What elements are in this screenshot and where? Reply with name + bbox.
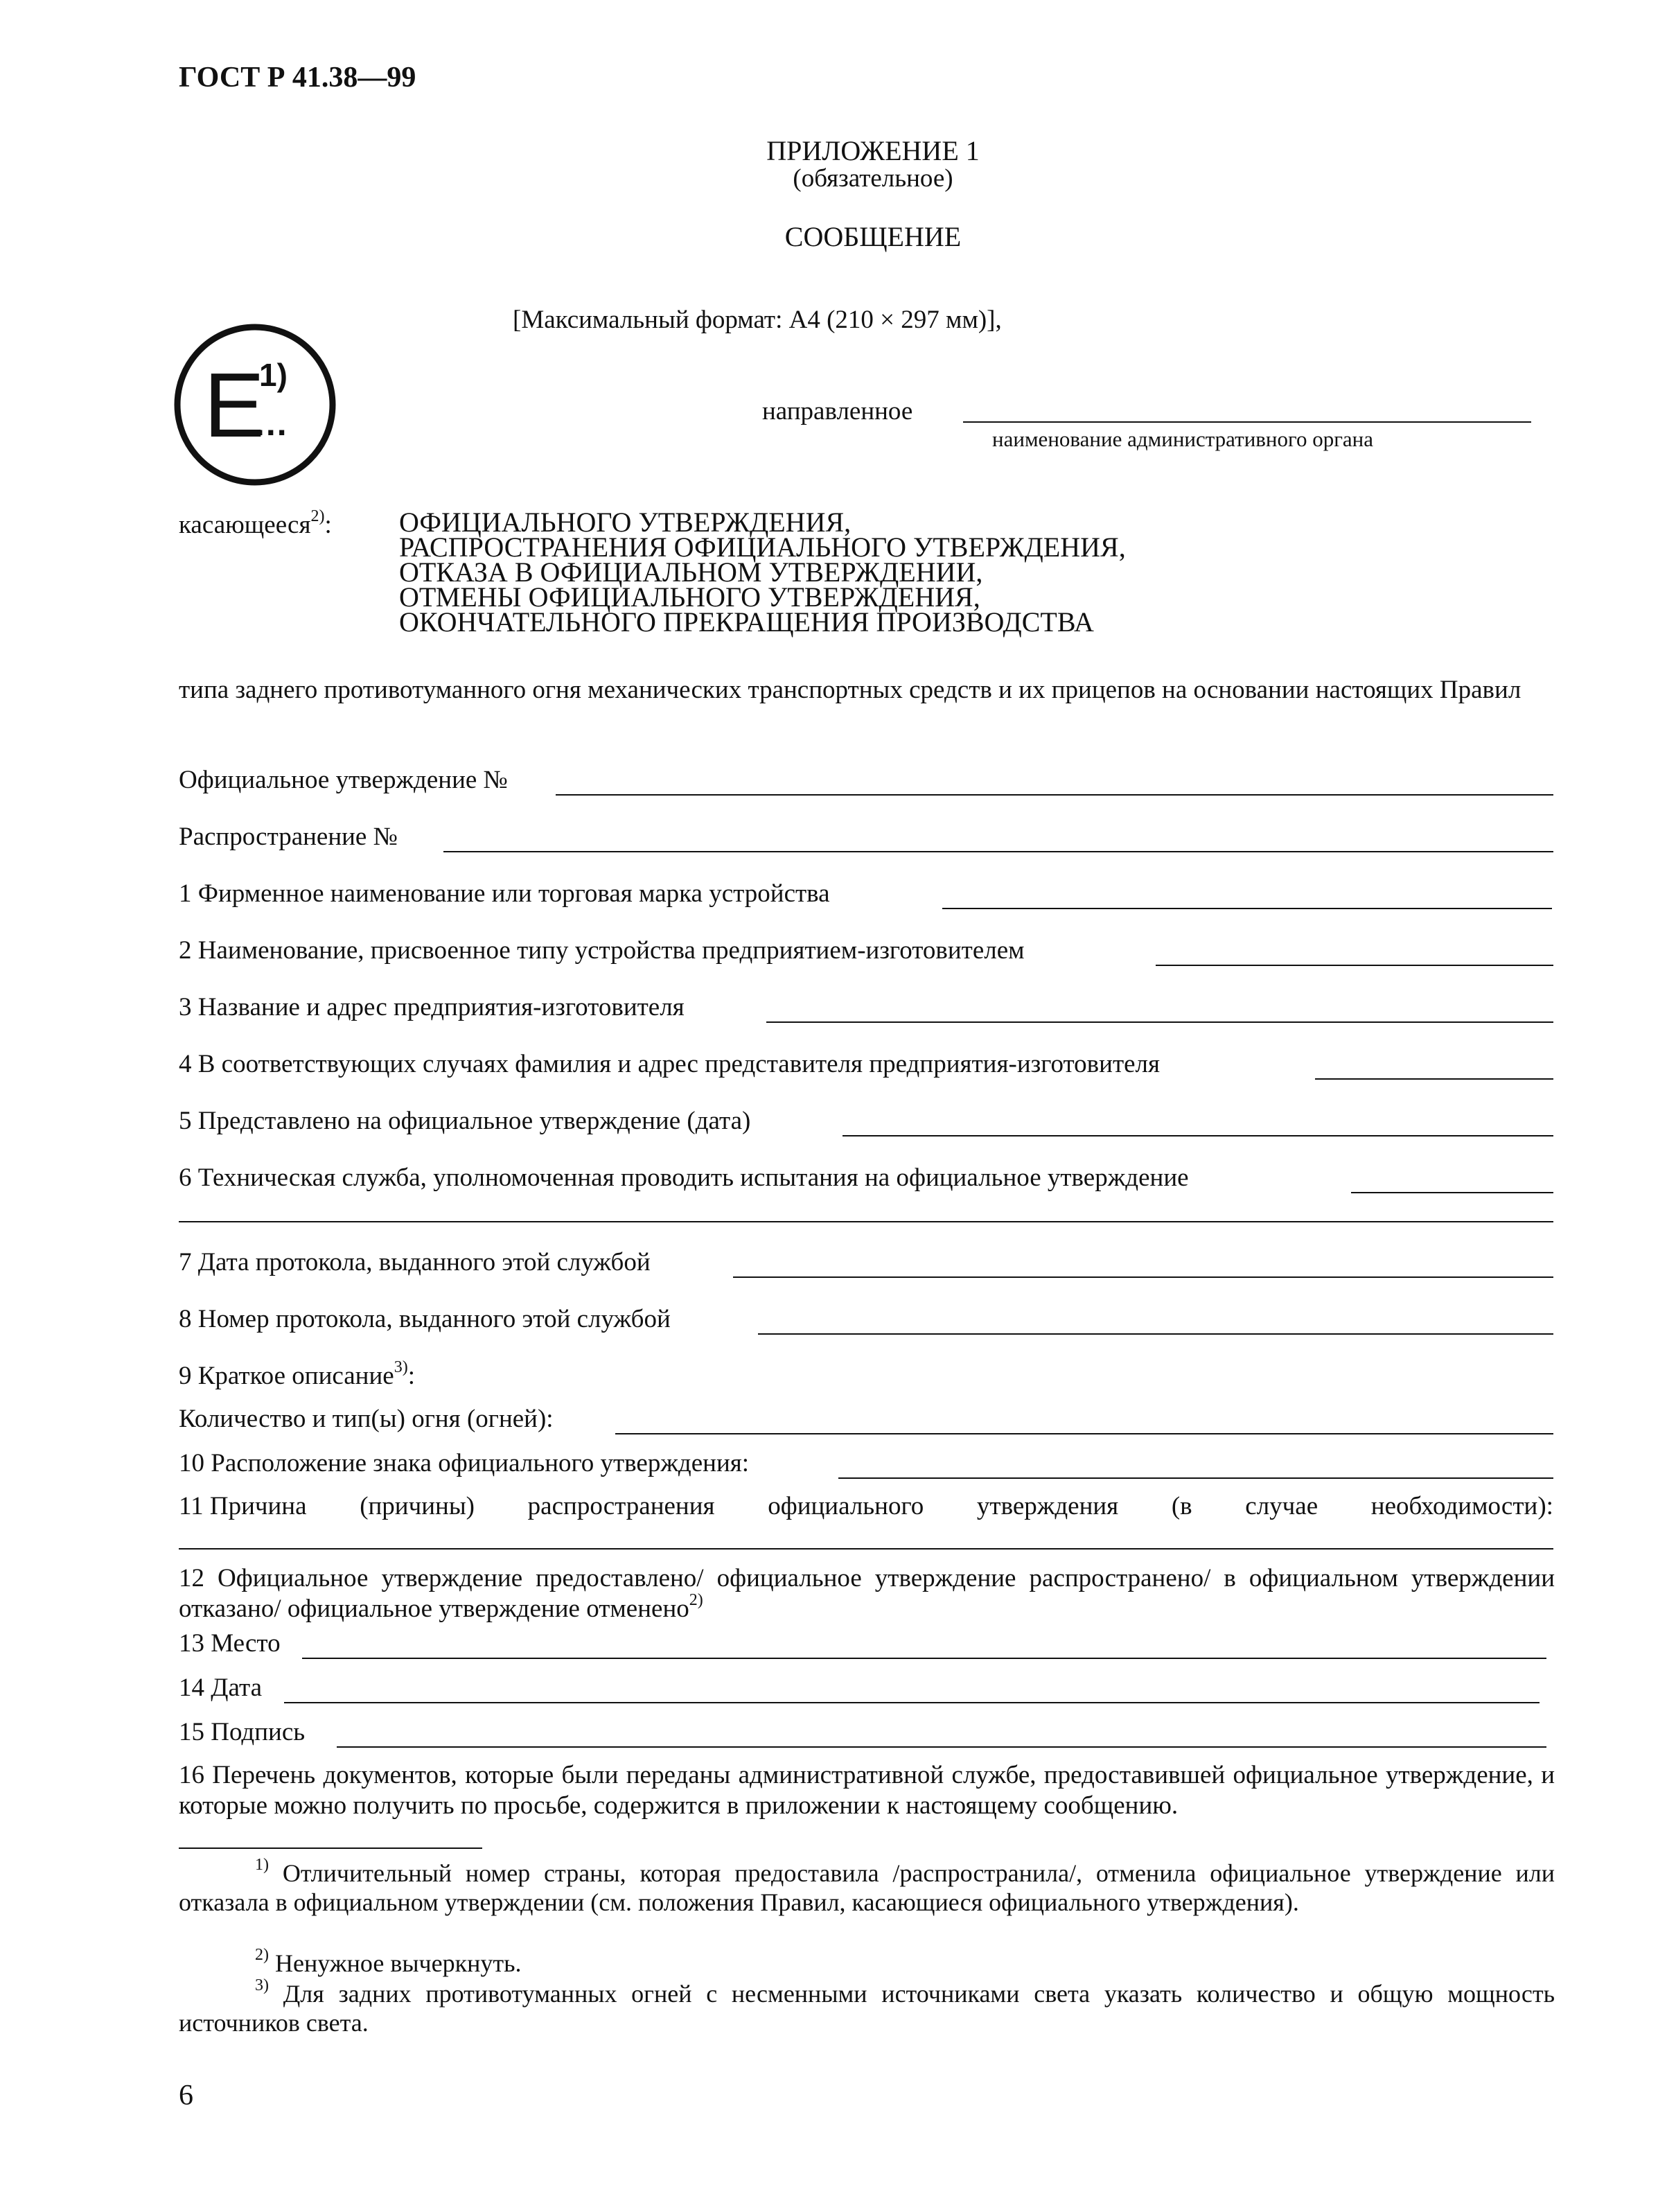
concerning-item: ОКОНЧАТЕЛЬНОГО ПРЕКРАЩЕНИЯ ПРОИЗВОДСТВА	[399, 606, 1094, 638]
footnote-2: $^{2)}$ Ненужное вычеркнуть.	[255, 1946, 522, 1977]
concerning-item: ОТМЕНЫ ОФИЦИАЛЬНОГО УТВЕРЖДЕНИЯ,	[399, 581, 980, 613]
footnote-ref: 3)	[394, 1358, 408, 1376]
item-15-label: 15 Подпись	[179, 1718, 306, 1746]
type-description: типа заднего противотуманного огня механических транспортных средств и их прицепов на основании настоящих Правил	[179, 676, 1521, 704]
item-1-label: 1 Фирменное наименование или торговая марка устройства	[179, 879, 830, 908]
concerning-item: ОФИЦИАЛЬНОГО УТВЕРЖДЕНИЯ,	[399, 507, 852, 538]
footnote-separator	[179, 1847, 482, 1849]
item-13-place-field[interactable]	[302, 1658, 1546, 1659]
item-6-field[interactable]	[1351, 1192, 1553, 1193]
footnote-1: $^{1)}$ Отличительный номер страны, которая предоставила /распространила/, отменила официальное утверждение или отказала в официальном утверждении (см. положения Правил, касающиеся официального утверждения).	[179, 1856, 1555, 1916]
format-note: [Максимальный формат: А4 (210 × 297 мм)],	[513, 306, 1002, 334]
addressee-caption: наименование административного органа	[992, 427, 1374, 451]
footnote-ref: 2)	[310, 507, 325, 525]
item-6-label: 6 Техническая служба, уполномоченная проводить испытания на официальное утверждение	[179, 1164, 1189, 1192]
page-number: 6	[179, 2080, 193, 2112]
footnote-ref: 2)	[255, 1946, 269, 1964]
concerning-label: касающееся$^{2)}$:	[179, 507, 332, 539]
extension-number-label: Распространение №	[179, 823, 398, 851]
item-9-quantity-field[interactable]	[615, 1433, 1553, 1434]
addressee-field[interactable]	[963, 421, 1531, 423]
item-5-label: 5 Представлено на официальное утверждение (дата)	[179, 1107, 751, 1135]
item-9-quantity-label: Количество и тип(ы) огня (огней):	[179, 1405, 554, 1433]
addressee-label: направленное	[762, 397, 913, 425]
item-1-field[interactable]	[942, 908, 1552, 909]
item-7-field[interactable]	[733, 1276, 1553, 1278]
item-16-text: 16 Перечень документов, которые были переданы административной службе, предоставившей официальное утверждение, и которые можно получить по просьбе, содержится в приложении к настоящему сообщению.	[179, 1761, 1555, 1820]
footnote-ref: 2)	[689, 1590, 703, 1609]
approval-number-field[interactable]	[556, 794, 1553, 796]
item-8-label: 8 Номер протокола, выданного этой службой	[179, 1305, 671, 1333]
item-13-label: 13 Место	[179, 1629, 281, 1658]
document-code: ГОСТ Р 41.38—99	[179, 62, 416, 94]
item-12-label: 12 Официальное утверждение предоставлено/ официальное утверждение распространено/ в официальном утверждении отказано/ официальное утверждение отменено$^{2)}$	[179, 1564, 1555, 1623]
item-5-field[interactable]	[843, 1135, 1553, 1136]
extension-number-field[interactable]	[443, 851, 1553, 852]
item-4-field[interactable]	[1315, 1078, 1553, 1080]
item-7-label: 7 Дата протокола, выданного этой службой	[179, 1248, 651, 1276]
item-2-label: 2 Наименование, присвоенное типу устройства предприятием-изготовителем	[179, 936, 1025, 965]
item-3-label: 3 Название и адрес предприятия-изготовителя	[179, 993, 685, 1021]
footnote-ref: 3)	[255, 1976, 269, 1994]
item-14-date-field[interactable]	[284, 1702, 1540, 1703]
item-8-field[interactable]	[758, 1333, 1553, 1335]
concerning-item: ОТКАЗА В ОФИЦИАЛЬНОМ УТВЕРЖДЕНИИ,	[399, 556, 983, 588]
item-2-field[interactable]	[1156, 965, 1553, 966]
appendix-title: ПРИЛОЖЕНИЕ 1	[766, 135, 980, 166]
item-6-field-continued[interactable]	[179, 1221, 1553, 1222]
emblem-letter: E	[204, 354, 265, 456]
concerning-item: РАСПРОСТРАНЕНИЯ ОФИЦИАЛЬНОГО УТВЕРЖДЕНИЯ,	[399, 532, 1126, 563]
appendix-status: (обязательное)	[793, 164, 953, 193]
footnote-3: $^{3)}$ Для задних противотуманных огней с несменными источниками света указать количество и общую мощность источников света.	[179, 1976, 1555, 2037]
message-heading: СООБЩЕНИЕ	[784, 221, 962, 252]
item-15-signature-field[interactable]	[337, 1746, 1546, 1748]
footnote-ref: 1)	[255, 1856, 269, 1874]
item-9-label: 9 Краткое описание$^{3)}$:	[179, 1358, 415, 1390]
approval-mark-emblem	[172, 322, 338, 488]
item-11-field[interactable]	[179, 1548, 1553, 1550]
approval-number-label: Официальное утверждение №	[179, 766, 508, 794]
emblem-dots: ...	[255, 404, 288, 443]
item-11-label: 11 Причина (причины) распространения официального утверждения (в случае необходимости):	[179, 1492, 1553, 1520]
item-10-field[interactable]	[838, 1477, 1553, 1479]
item-3-field[interactable]	[766, 1021, 1553, 1023]
item-10-label: 10 Расположение знака официального утверждения:	[179, 1449, 750, 1477]
emblem-superscript: 1)	[259, 357, 288, 393]
item-14-label: 14 Дата	[179, 1674, 262, 1702]
item-4-label: 4 В соответствующих случаях фамилия и адрес представителя предприятия-изготовителя	[179, 1050, 1161, 1078]
